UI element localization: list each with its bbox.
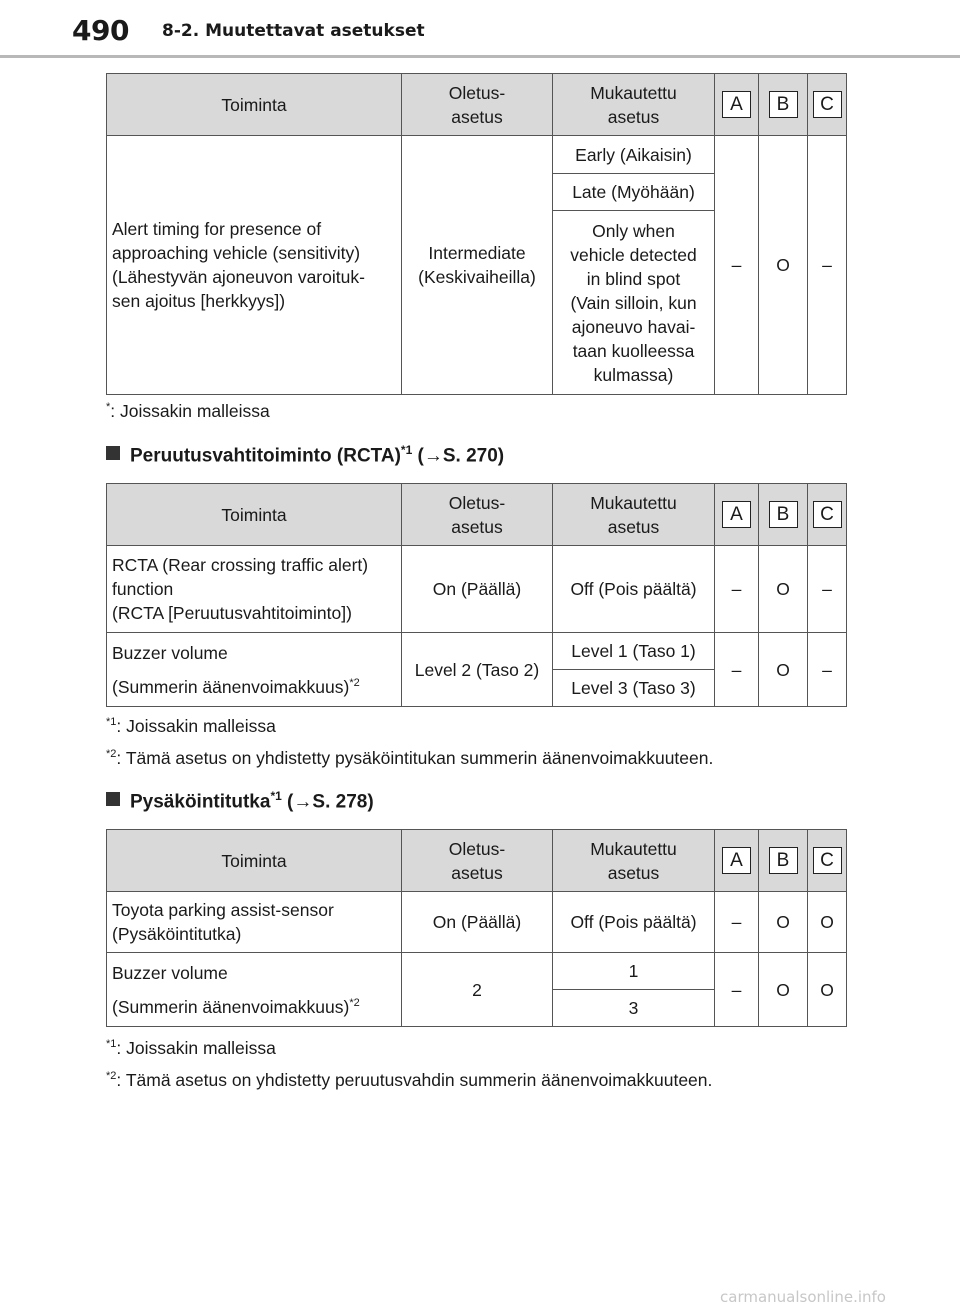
col-header-a: A	[715, 484, 759, 546]
col-header-function: Toiminta	[107, 830, 402, 892]
setting-a-cell: –	[715, 892, 759, 953]
alert-timing-table	[106, 73, 847, 395]
col-header-b: B	[759, 484, 808, 546]
page-number: 490	[72, 14, 129, 47]
table-row	[107, 546, 847, 633]
arrow-right-icon: →	[423, 445, 443, 467]
setting-c-cell: –	[808, 136, 847, 395]
col-header-b: B	[759, 74, 808, 136]
option-cell: Off (Pois päältä)	[553, 892, 715, 953]
col-header-custom: Mukautettu asetus	[553, 74, 715, 136]
footnote: $^{*2}$: Tämä asetus on yhdistetty pysäköintitukan summerin äänenvoimakkuuteen.	[106, 748, 714, 768]
setting-b-cell: O	[759, 892, 808, 953]
col-header-c: C	[808, 484, 847, 546]
function-cell: Toyota parking assist-sensor (Pysäköintitutka)	[107, 892, 402, 953]
option-cell: 3	[553, 990, 715, 1027]
section-title: 8-2. Muutettavat asetukset	[162, 21, 425, 41]
footnote: *: Joissakin malleissa	[106, 401, 270, 421]
setting-c-cell: –	[808, 633, 847, 707]
default-cell: 2	[402, 953, 553, 1027]
col-header-c: C	[808, 74, 847, 136]
option-cell: Early (Aikaisin)	[553, 136, 715, 174]
setting-b-cell: O	[759, 633, 808, 707]
function-cell: Buzzer volume (Summerin äänenvoimakkuus)$^{*2}$	[107, 633, 402, 707]
option-cell: Late (Myöhään)	[553, 174, 715, 211]
option-cell: Only when vehicle detected in blind spot (Vain silloin, kun ajoneuvo havai- taan kuolleessa kulmassa)	[553, 211, 715, 395]
watermark-logo: carmanualsonline.info	[720, 1288, 886, 1306]
table-row	[107, 953, 847, 990]
default-cell: Level 2 (Taso 2)	[402, 633, 553, 707]
col-header-custom: Mukautettu asetus	[553, 484, 715, 546]
setting-c-cell: O	[808, 953, 847, 1027]
function-cell: RCTA (Rear crossing traffic alert) function (RCTA [Peruutusvahtitoiminto])	[107, 546, 402, 633]
default-cell: Intermediate (Keskivaiheilla)	[402, 136, 553, 395]
table-header-row	[107, 830, 847, 892]
col-header-a: A	[715, 74, 759, 136]
option-cell: 1	[553, 953, 715, 990]
col-header-default: Oletus- asetus	[402, 830, 553, 892]
setting-b-cell: O	[759, 953, 808, 1027]
rcta-table	[106, 483, 847, 707]
col-header-function: Toiminta	[107, 484, 402, 546]
footnote: $^{*1}$: Joissakin malleissa	[106, 716, 276, 736]
col-header-function: Toiminta	[107, 74, 402, 136]
col-header-default: Oletus- asetus	[402, 484, 553, 546]
setting-a-cell: –	[715, 633, 759, 707]
table-row	[107, 633, 847, 670]
setting-a-cell: –	[715, 953, 759, 1027]
setting-c-cell: –	[808, 546, 847, 633]
header-divider	[0, 55, 960, 58]
table-header-row	[107, 484, 847, 546]
option-cell: Level 1 (Taso 1)	[553, 633, 715, 670]
bullet-square-icon	[106, 446, 120, 460]
footnote: $^{*1}$: Joissakin malleissa	[106, 1038, 276, 1058]
col-header-c: C	[808, 830, 847, 892]
subsection-heading: Pysäköintitutka$^{*1}$ (→S. 278)	[106, 789, 374, 813]
function-cell: Buzzer volume (Summerin äänenvoimakkuus)$^{*2}$	[107, 953, 402, 1027]
col-header-b: B	[759, 830, 808, 892]
setting-c-cell: O	[808, 892, 847, 953]
footnote: $^{*2}$: Tämä asetus on yhdistetty peruutusvahdin summerin äänenvoimakkuuteen.	[106, 1070, 713, 1090]
col-header-custom: Mukautettu asetus	[553, 830, 715, 892]
arrow-right-icon: →	[293, 791, 313, 813]
function-cell: Alert timing for presence of approaching vehicle (sensitivity) (Lähestyvän ajoneuvon varoituk- sen ajoitus [herkkyys])	[107, 136, 402, 395]
table-header-row	[107, 74, 847, 136]
option-cell: Level 3 (Taso 3)	[553, 670, 715, 707]
default-cell: On (Päällä)	[402, 892, 553, 953]
subsection-heading: Peruutusvahtitoiminto (RCTA)$^{*1}$ (→S. 270)	[106, 443, 504, 467]
parking-sensor-table	[106, 829, 847, 1027]
setting-b-cell: O	[759, 546, 808, 633]
col-header-a: A	[715, 830, 759, 892]
table-row	[107, 892, 847, 953]
setting-b-cell: O	[759, 136, 808, 395]
setting-a-cell: –	[715, 546, 759, 633]
default-cell: On (Päällä)	[402, 546, 553, 633]
option-cell: Off (Pois päältä)	[553, 546, 715, 633]
page-header	[0, 0, 960, 60]
setting-a-cell: –	[715, 136, 759, 395]
bullet-square-icon	[106, 792, 120, 806]
col-header-default: Oletus- asetus	[402, 74, 553, 136]
